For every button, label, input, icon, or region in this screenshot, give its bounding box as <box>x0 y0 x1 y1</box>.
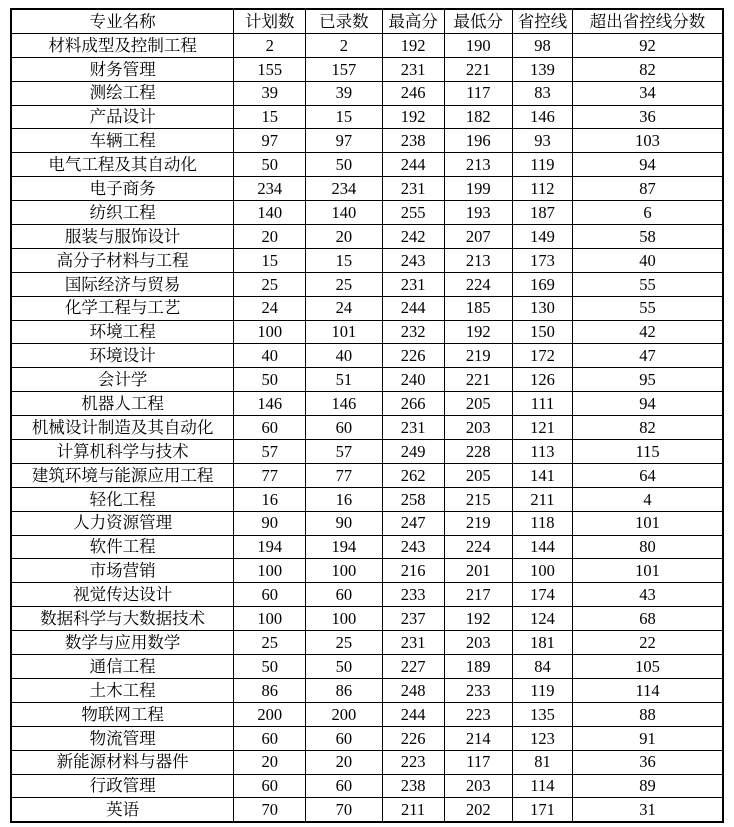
score-cell: 205 <box>444 463 512 487</box>
score-cell: 130 <box>512 296 572 320</box>
score-cell: 70 <box>306 798 382 822</box>
score-cell: 202 <box>444 798 512 822</box>
admission-score-table <box>10 8 724 823</box>
table-row <box>11 702 723 726</box>
score-cell: 20 <box>306 750 382 774</box>
score-cell: 77 <box>234 463 306 487</box>
score-cell: 192 <box>444 607 512 631</box>
score-cell: 60 <box>306 774 382 798</box>
score-cell: 187 <box>512 201 572 225</box>
score-cell: 201 <box>444 559 512 583</box>
table-row <box>11 33 723 57</box>
score-cell: 50 <box>306 655 382 679</box>
major-name-cell: 财务管理 <box>11 57 234 81</box>
score-cell: 80 <box>573 535 723 559</box>
score-cell: 31 <box>573 798 723 822</box>
score-cell: 249 <box>382 440 444 464</box>
major-name-cell: 英语 <box>11 798 234 822</box>
score-cell: 117 <box>444 750 512 774</box>
score-cell: 25 <box>306 272 382 296</box>
score-cell: 232 <box>382 320 444 344</box>
score-cell: 60 <box>306 416 382 440</box>
score-cell: 223 <box>382 750 444 774</box>
score-cell: 50 <box>234 153 306 177</box>
score-cell: 231 <box>382 631 444 655</box>
score-cell: 114 <box>512 774 572 798</box>
table-row <box>11 153 723 177</box>
score-cell: 58 <box>573 225 723 249</box>
major-name-cell: 电子商务 <box>11 177 234 201</box>
score-cell: 95 <box>573 368 723 392</box>
score-cell: 55 <box>573 272 723 296</box>
table-row <box>11 583 723 607</box>
column-header-planned-count: 计划数 <box>234 9 306 33</box>
score-cell: 16 <box>234 487 306 511</box>
score-cell: 24 <box>234 296 306 320</box>
column-header-lowest-score: 最低分 <box>444 9 512 33</box>
score-cell: 124 <box>512 607 572 631</box>
table-row <box>11 344 723 368</box>
score-cell: 118 <box>512 511 572 535</box>
score-cell: 43 <box>573 583 723 607</box>
score-cell: 40 <box>234 344 306 368</box>
major-name-cell: 材料成型及控制工程 <box>11 33 234 57</box>
score-cell: 100 <box>306 607 382 631</box>
major-name-cell: 环境工程 <box>11 320 234 344</box>
score-cell: 101 <box>573 559 723 583</box>
score-cell: 240 <box>382 368 444 392</box>
score-cell: 217 <box>444 583 512 607</box>
score-cell: 224 <box>444 535 512 559</box>
score-cell: 213 <box>444 248 512 272</box>
major-name-cell: 测绘工程 <box>11 81 234 105</box>
table-row <box>11 440 723 464</box>
score-cell: 60 <box>234 583 306 607</box>
major-name-cell: 数据科学与大数据技术 <box>11 607 234 631</box>
score-cell: 100 <box>234 320 306 344</box>
score-cell: 224 <box>444 272 512 296</box>
score-cell: 149 <box>512 225 572 249</box>
score-cell: 157 <box>306 57 382 81</box>
score-cell: 60 <box>234 416 306 440</box>
column-header-major-name: 专业名称 <box>11 9 234 33</box>
score-cell: 103 <box>573 129 723 153</box>
score-cell: 244 <box>382 296 444 320</box>
score-cell: 211 <box>512 487 572 511</box>
column-header-admitted-count: 已录数 <box>306 9 382 33</box>
major-name-cell: 环境设计 <box>11 344 234 368</box>
table-row <box>11 750 723 774</box>
score-cell: 20 <box>234 225 306 249</box>
score-cell: 171 <box>512 798 572 822</box>
score-cell: 205 <box>444 392 512 416</box>
table-row <box>11 535 723 559</box>
score-cell: 213 <box>444 153 512 177</box>
score-cell: 262 <box>382 463 444 487</box>
major-name-cell: 物流管理 <box>11 726 234 750</box>
score-cell: 119 <box>512 153 572 177</box>
score-cell: 248 <box>382 678 444 702</box>
score-cell: 238 <box>382 774 444 798</box>
score-cell: 82 <box>573 416 723 440</box>
score-cell: 36 <box>573 750 723 774</box>
score-cell: 25 <box>234 631 306 655</box>
score-cell: 231 <box>382 416 444 440</box>
table-row <box>11 201 723 225</box>
score-cell: 36 <box>573 105 723 129</box>
score-cell: 169 <box>512 272 572 296</box>
score-cell: 215 <box>444 487 512 511</box>
major-name-cell: 机械设计制造及其自动化 <box>11 416 234 440</box>
score-cell: 15 <box>234 248 306 272</box>
score-cell: 238 <box>382 129 444 153</box>
score-cell: 2 <box>234 33 306 57</box>
score-cell: 233 <box>444 678 512 702</box>
table-row <box>11 726 723 750</box>
score-cell: 182 <box>444 105 512 129</box>
score-cell: 144 <box>512 535 572 559</box>
score-cell: 100 <box>234 559 306 583</box>
score-cell: 203 <box>444 416 512 440</box>
score-cell: 40 <box>573 248 723 272</box>
score-cell: 83 <box>512 81 572 105</box>
major-name-cell: 服装与服饰设计 <box>11 225 234 249</box>
score-cell: 231 <box>382 272 444 296</box>
table-row <box>11 368 723 392</box>
table-row <box>11 463 723 487</box>
score-cell: 92 <box>573 33 723 57</box>
score-cell: 242 <box>382 225 444 249</box>
score-cell: 97 <box>306 129 382 153</box>
major-name-cell: 车辆工程 <box>11 129 234 153</box>
score-cell: 91 <box>573 726 723 750</box>
score-cell: 98 <box>512 33 572 57</box>
score-cell: 112 <box>512 177 572 201</box>
table-row <box>11 559 723 583</box>
major-name-cell: 化学工程与工艺 <box>11 296 234 320</box>
score-cell: 50 <box>306 153 382 177</box>
score-cell: 123 <box>512 726 572 750</box>
score-cell: 119 <box>512 678 572 702</box>
major-name-cell: 会计学 <box>11 368 234 392</box>
score-cell: 15 <box>234 105 306 129</box>
score-cell: 216 <box>382 559 444 583</box>
score-cell: 47 <box>573 344 723 368</box>
score-cell: 101 <box>306 320 382 344</box>
score-cell: 258 <box>382 487 444 511</box>
score-cell: 231 <box>382 177 444 201</box>
score-cell: 219 <box>444 511 512 535</box>
score-cell: 226 <box>382 344 444 368</box>
score-cell: 200 <box>306 702 382 726</box>
score-cell: 185 <box>444 296 512 320</box>
score-cell: 146 <box>234 392 306 416</box>
major-name-cell: 产品设计 <box>11 105 234 129</box>
score-cell: 203 <box>444 631 512 655</box>
score-cell: 237 <box>382 607 444 631</box>
table-body <box>11 33 723 822</box>
major-name-cell: 高分子材料与工程 <box>11 248 234 272</box>
major-name-cell: 国际经济与贸易 <box>11 272 234 296</box>
score-cell: 4 <box>573 487 723 511</box>
score-cell: 25 <box>306 631 382 655</box>
score-cell: 90 <box>306 511 382 535</box>
score-cell: 196 <box>444 129 512 153</box>
score-cell: 194 <box>306 535 382 559</box>
score-cell: 64 <box>573 463 723 487</box>
score-cell: 39 <box>306 81 382 105</box>
score-cell: 207 <box>444 225 512 249</box>
score-cell: 100 <box>306 559 382 583</box>
score-cell: 25 <box>234 272 306 296</box>
score-cell: 115 <box>573 440 723 464</box>
score-cell: 234 <box>306 177 382 201</box>
score-cell: 155 <box>234 57 306 81</box>
score-cell: 70 <box>234 798 306 822</box>
score-cell: 94 <box>573 153 723 177</box>
score-cell: 234 <box>234 177 306 201</box>
table-row <box>11 296 723 320</box>
table-row <box>11 487 723 511</box>
score-cell: 50 <box>234 655 306 679</box>
score-cell: 247 <box>382 511 444 535</box>
header-row <box>11 9 723 33</box>
score-cell: 100 <box>234 607 306 631</box>
score-cell: 94 <box>573 392 723 416</box>
major-name-cell: 计算机科学与技术 <box>11 440 234 464</box>
score-cell: 81 <box>512 750 572 774</box>
score-cell: 2 <box>306 33 382 57</box>
score-cell: 172 <box>512 344 572 368</box>
table-row <box>11 177 723 201</box>
table-row <box>11 248 723 272</box>
score-cell: 199 <box>444 177 512 201</box>
score-cell: 88 <box>573 702 723 726</box>
score-cell: 190 <box>444 33 512 57</box>
score-cell: 203 <box>444 774 512 798</box>
score-cell: 193 <box>444 201 512 225</box>
major-name-cell: 机器人工程 <box>11 392 234 416</box>
score-cell: 246 <box>382 81 444 105</box>
score-cell: 243 <box>382 535 444 559</box>
table-row <box>11 272 723 296</box>
score-cell: 255 <box>382 201 444 225</box>
score-cell: 146 <box>306 392 382 416</box>
major-name-cell: 电气工程及其自动化 <box>11 153 234 177</box>
major-name-cell: 建筑环境与能源应用工程 <box>11 463 234 487</box>
score-cell: 146 <box>512 105 572 129</box>
score-cell: 6 <box>573 201 723 225</box>
score-cell: 51 <box>306 368 382 392</box>
score-cell: 221 <box>444 57 512 81</box>
score-cell: 55 <box>573 296 723 320</box>
score-cell: 82 <box>573 57 723 81</box>
score-cell: 15 <box>306 248 382 272</box>
score-cell: 77 <box>306 463 382 487</box>
table-row <box>11 416 723 440</box>
score-cell: 57 <box>306 440 382 464</box>
major-name-cell: 新能源材料与器件 <box>11 750 234 774</box>
score-cell: 24 <box>306 296 382 320</box>
score-cell: 101 <box>573 511 723 535</box>
score-cell: 111 <box>512 392 572 416</box>
score-cell: 226 <box>382 726 444 750</box>
score-cell: 231 <box>382 57 444 81</box>
table-row <box>11 631 723 655</box>
score-cell: 219 <box>444 344 512 368</box>
table-row <box>11 392 723 416</box>
table-row <box>11 57 723 81</box>
score-cell: 97 <box>234 129 306 153</box>
score-cell: 20 <box>234 750 306 774</box>
score-cell: 93 <box>512 129 572 153</box>
table-row <box>11 105 723 129</box>
score-cell: 40 <box>306 344 382 368</box>
score-cell: 194 <box>234 535 306 559</box>
score-cell: 114 <box>573 678 723 702</box>
score-cell: 244 <box>382 702 444 726</box>
major-name-cell: 数学与应用数学 <box>11 631 234 655</box>
major-name-cell: 行政管理 <box>11 774 234 798</box>
score-cell: 68 <box>573 607 723 631</box>
score-cell: 20 <box>306 225 382 249</box>
score-cell: 84 <box>512 655 572 679</box>
score-cell: 135 <box>512 702 572 726</box>
major-name-cell: 软件工程 <box>11 535 234 559</box>
score-cell: 57 <box>234 440 306 464</box>
score-cell: 141 <box>512 463 572 487</box>
table-row <box>11 655 723 679</box>
score-cell: 22 <box>573 631 723 655</box>
major-name-cell: 市场营销 <box>11 559 234 583</box>
column-header-highest-score: 最高分 <box>382 9 444 33</box>
major-name-cell: 轻化工程 <box>11 487 234 511</box>
score-cell: 228 <box>444 440 512 464</box>
score-cell: 200 <box>234 702 306 726</box>
score-cell: 223 <box>444 702 512 726</box>
score-cell: 15 <box>306 105 382 129</box>
score-cell: 192 <box>444 320 512 344</box>
score-cell: 139 <box>512 57 572 81</box>
score-cell: 211 <box>382 798 444 822</box>
score-cell: 150 <box>512 320 572 344</box>
score-cell: 174 <box>512 583 572 607</box>
score-cell: 42 <box>573 320 723 344</box>
score-cell: 214 <box>444 726 512 750</box>
score-cell: 50 <box>234 368 306 392</box>
table-row <box>11 225 723 249</box>
score-cell: 266 <box>382 392 444 416</box>
score-cell: 181 <box>512 631 572 655</box>
major-name-cell: 视觉传达设计 <box>11 583 234 607</box>
score-cell: 243 <box>382 248 444 272</box>
major-name-cell: 纺织工程 <box>11 201 234 225</box>
score-cell: 34 <box>573 81 723 105</box>
score-cell: 244 <box>382 153 444 177</box>
score-cell: 140 <box>306 201 382 225</box>
score-cell: 192 <box>382 105 444 129</box>
score-cell: 105 <box>573 655 723 679</box>
table-row <box>11 774 723 798</box>
score-cell: 60 <box>234 774 306 798</box>
score-cell: 221 <box>444 368 512 392</box>
table-row <box>11 81 723 105</box>
column-header-exceed-control-line: 超出省控线分数 <box>573 9 723 33</box>
major-name-cell: 人力资源管理 <box>11 511 234 535</box>
score-cell: 233 <box>382 583 444 607</box>
column-header-province-control-line: 省控线 <box>512 9 572 33</box>
table-row <box>11 798 723 822</box>
score-cell: 126 <box>512 368 572 392</box>
score-cell: 87 <box>573 177 723 201</box>
score-cell: 60 <box>234 726 306 750</box>
table-row <box>11 320 723 344</box>
score-cell: 86 <box>234 678 306 702</box>
score-cell: 189 <box>444 655 512 679</box>
score-cell: 86 <box>306 678 382 702</box>
score-cell: 117 <box>444 81 512 105</box>
score-cell: 113 <box>512 440 572 464</box>
score-cell: 100 <box>512 559 572 583</box>
score-cell: 121 <box>512 416 572 440</box>
score-cell: 140 <box>234 201 306 225</box>
score-cell: 192 <box>382 33 444 57</box>
major-name-cell: 土木工程 <box>11 678 234 702</box>
table-row <box>11 129 723 153</box>
table-row <box>11 607 723 631</box>
major-name-cell: 通信工程 <box>11 655 234 679</box>
score-cell: 173 <box>512 248 572 272</box>
score-cell: 90 <box>234 511 306 535</box>
major-name-cell: 物联网工程 <box>11 702 234 726</box>
score-cell: 60 <box>306 583 382 607</box>
score-cell: 60 <box>306 726 382 750</box>
table-row <box>11 678 723 702</box>
score-cell: 89 <box>573 774 723 798</box>
score-cell: 16 <box>306 487 382 511</box>
score-cell: 227 <box>382 655 444 679</box>
table-row <box>11 511 723 535</box>
score-cell: 39 <box>234 81 306 105</box>
